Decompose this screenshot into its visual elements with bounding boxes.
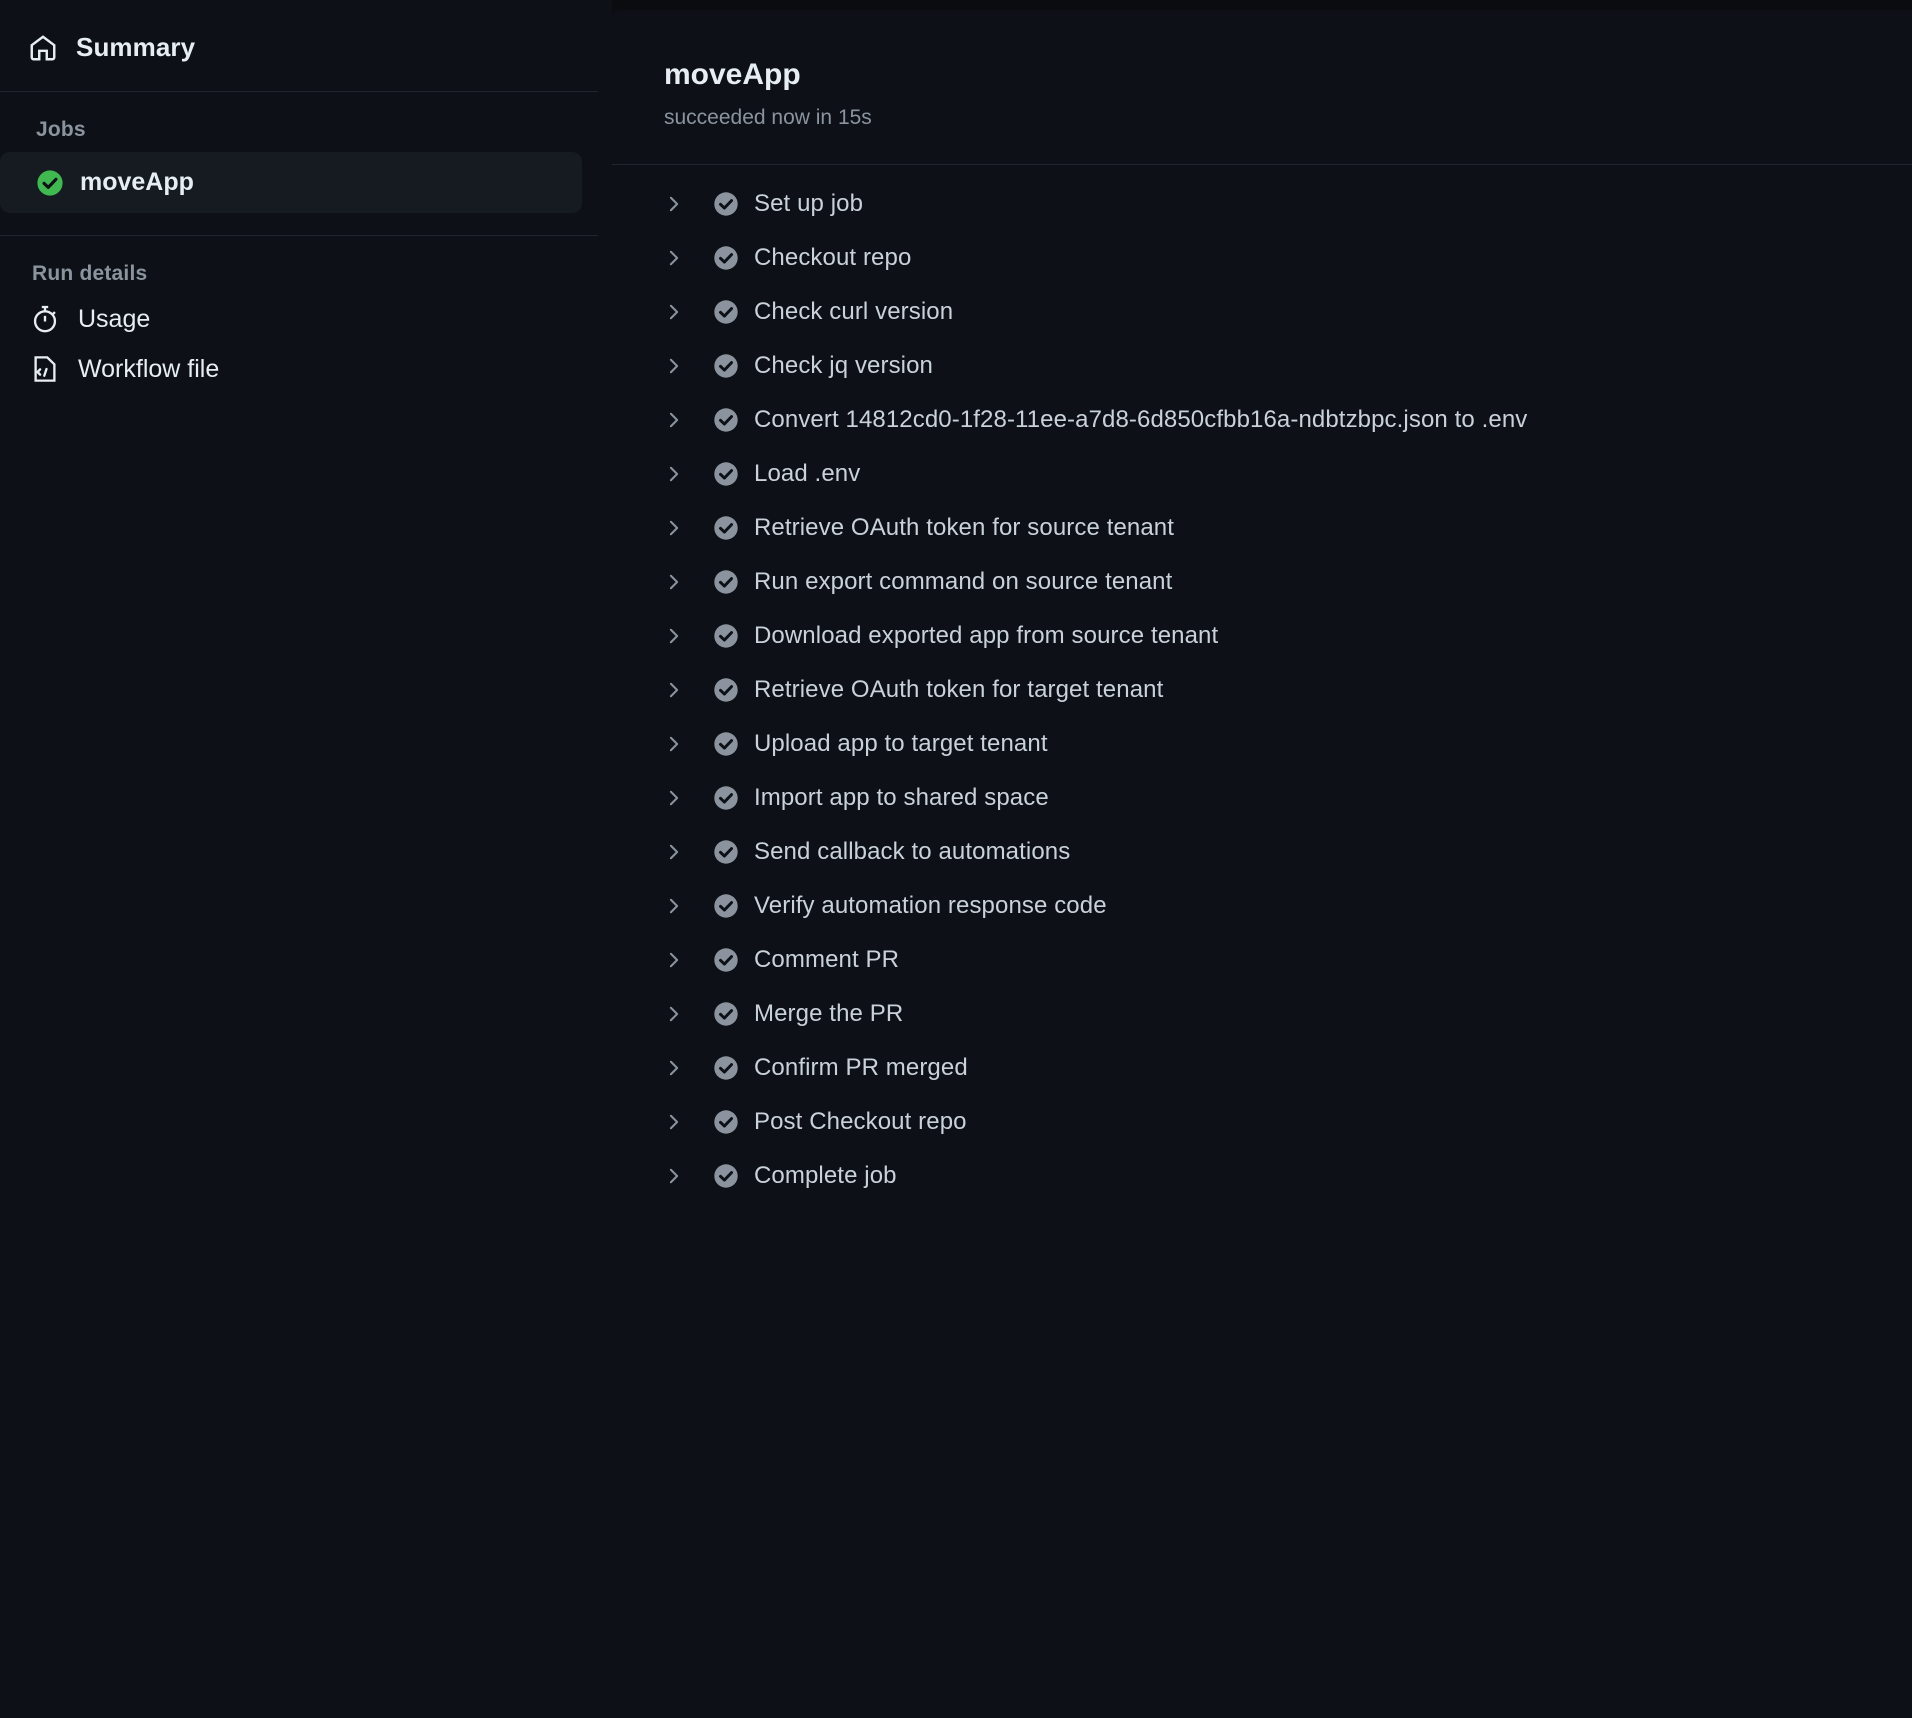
sidebar-item-summary-label: Summary — [76, 32, 196, 62]
step-row[interactable] — [612, 771, 1912, 825]
step-row[interactable] — [612, 231, 1912, 285]
step-label: Send callback to automations — [754, 838, 1071, 865]
chevron-right-icon[interactable] — [664, 248, 698, 268]
step-row[interactable] — [612, 339, 1912, 393]
sidebar-summary-section — [0, 0, 598, 92]
sidebar-job-label: moveApp — [80, 168, 194, 196]
check-circle-icon — [698, 785, 754, 811]
step-row[interactable] — [612, 663, 1912, 717]
step-row[interactable] — [612, 609, 1912, 663]
sidebar-item-job-moveapp[interactable] — [0, 152, 582, 213]
chevron-right-icon[interactable] — [664, 734, 698, 754]
step-label: Upload app to target tenant — [754, 730, 1048, 757]
step-row[interactable] — [612, 825, 1912, 879]
step-label: Verify automation response code — [754, 892, 1107, 919]
chevron-right-icon[interactable] — [664, 194, 698, 214]
chevron-right-icon[interactable] — [664, 302, 698, 322]
chevron-right-icon[interactable] — [664, 788, 698, 808]
check-circle-icon — [698, 191, 754, 217]
step-label: Comment PR — [754, 946, 900, 973]
step-row[interactable] — [612, 879, 1912, 933]
chevron-right-icon[interactable] — [664, 1112, 698, 1132]
step-row[interactable] — [612, 987, 1912, 1041]
step-row[interactable] — [612, 717, 1912, 771]
step-list — [612, 165, 1912, 1203]
check-circle-icon — [698, 731, 754, 757]
check-circle-icon — [698, 623, 754, 649]
step-row[interactable] — [612, 177, 1912, 231]
check-circle-icon — [698, 893, 754, 919]
step-label: Confirm PR merged — [754, 1054, 968, 1081]
check-circle-icon — [698, 569, 754, 595]
chevron-right-icon[interactable] — [664, 1004, 698, 1024]
step-row[interactable] — [612, 447, 1912, 501]
job-status-text: succeeded now in 15s — [664, 106, 872, 129]
chevron-right-icon[interactable] — [664, 1166, 698, 1186]
job-detail-panel — [612, 10, 1912, 1718]
check-circle-icon — [698, 839, 754, 865]
sidebar-item-usage-label: Usage — [78, 304, 151, 333]
step-row[interactable] — [612, 393, 1912, 447]
check-circle-icon — [698, 677, 754, 703]
chevron-right-icon[interactable] — [664, 896, 698, 916]
stopwatch-icon — [30, 304, 60, 334]
step-row[interactable] — [612, 1149, 1912, 1203]
page-title: moveApp — [664, 58, 801, 91]
check-circle-icon — [698, 299, 754, 325]
check-circle-icon — [698, 1055, 754, 1081]
step-label: Check jq version — [754, 352, 934, 379]
home-icon — [28, 33, 58, 63]
step-label: Check curl version — [754, 298, 954, 325]
sidebar-item-workflow-file-label: Workflow file — [78, 354, 220, 383]
workflow-file-icon — [30, 354, 60, 384]
step-label: Download exported app from source tenant — [754, 622, 1219, 649]
sidebar-run-details-header: Run details — [32, 262, 148, 285]
check-circle-icon — [698, 407, 754, 433]
chevron-right-icon[interactable] — [664, 464, 698, 484]
step-row[interactable] — [612, 933, 1912, 987]
check-circle-icon — [698, 515, 754, 541]
step-label: Retrieve OAuth token for source tenant — [754, 514, 1175, 541]
chevron-right-icon[interactable] — [664, 626, 698, 646]
step-label: Convert 14812cd0-1f28-11ee-a7d8-6d850cfbb16a-ndbtzbpc.json to .env — [754, 406, 1528, 433]
check-circle-icon — [698, 1109, 754, 1135]
check-circle-icon — [36, 169, 64, 197]
sidebar-jobs-header: Jobs — [36, 118, 86, 141]
step-row[interactable] — [612, 501, 1912, 555]
chevron-right-icon[interactable] — [664, 680, 698, 700]
step-label: Checkout repo — [754, 244, 912, 271]
sidebar — [0, 0, 612, 1718]
sidebar-item-usage[interactable] — [0, 294, 612, 344]
chevron-right-icon[interactable] — [664, 410, 698, 430]
check-circle-icon — [698, 1001, 754, 1027]
chevron-right-icon[interactable] — [664, 1058, 698, 1078]
chevron-right-icon[interactable] — [664, 950, 698, 970]
step-label: Load .env — [754, 460, 861, 487]
check-circle-icon — [698, 1163, 754, 1189]
step-label: Complete job — [754, 1162, 897, 1189]
step-label: Post Checkout repo — [754, 1108, 967, 1135]
chevron-right-icon[interactable] — [664, 356, 698, 376]
job-header — [612, 10, 1912, 165]
step-row[interactable] — [612, 555, 1912, 609]
sidebar-item-summary[interactable] — [0, 26, 598, 69]
chevron-right-icon[interactable] — [664, 518, 698, 538]
step-label: Run export command on source tenant — [754, 568, 1173, 595]
step-row[interactable] — [612, 1041, 1912, 1095]
step-label: Merge the PR — [754, 1000, 904, 1027]
chevron-right-icon[interactable] — [664, 842, 698, 862]
check-circle-icon — [698, 245, 754, 271]
sidebar-item-workflow-file[interactable] — [0, 344, 612, 394]
step-label: Set up job — [754, 190, 864, 217]
check-circle-icon — [698, 353, 754, 379]
step-label: Retrieve OAuth token for target tenant — [754, 676, 1164, 703]
chevron-right-icon[interactable] — [664, 572, 698, 592]
step-row[interactable] — [612, 1095, 1912, 1149]
step-row[interactable] — [612, 285, 1912, 339]
check-circle-icon — [698, 461, 754, 487]
check-circle-icon — [698, 947, 754, 973]
step-label: Import app to shared space — [754, 784, 1049, 811]
